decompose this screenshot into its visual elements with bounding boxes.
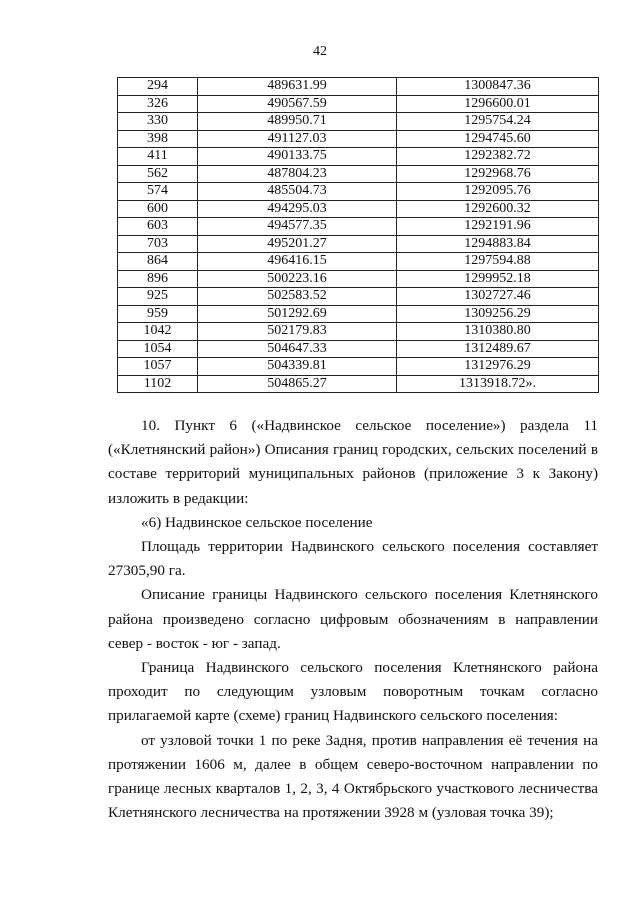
- paragraph-amendment: 10. Пункт 6 («Надвинское сельское поселение») раздела 11 («Клетнянский район») Описания границ городских, сельских поселений в составе территорий муниципальных районов (приложение 3 к Закону) изложить в редакции:: [108, 417, 598, 507]
- y-coordinate-cell: 1300847.36: [397, 78, 599, 96]
- table-row: [118, 323, 599, 341]
- x-coordinate-cell: 502583.52: [198, 288, 397, 306]
- point-number-cell: 398: [118, 130, 198, 148]
- x-coordinate-cell: 487804.23: [198, 165, 397, 183]
- x-coordinate-cell: 490567.59: [198, 95, 397, 113]
- point-number-cell: 330: [118, 113, 198, 131]
- table-row: [118, 375, 599, 393]
- table-row: [118, 148, 599, 166]
- table-row: [118, 78, 599, 96]
- x-coordinate-cell: 491127.03: [198, 130, 397, 148]
- coordinates-table-body: [118, 78, 599, 393]
- y-coordinate-cell: 1310380.80: [397, 323, 599, 341]
- table-row: [118, 130, 599, 148]
- table-row: [118, 183, 599, 201]
- x-coordinate-cell: 489950.71: [198, 113, 397, 131]
- y-coordinate-cell: 1292095.76: [397, 183, 599, 201]
- point-number-cell: 562: [118, 165, 198, 183]
- table-row: [118, 305, 599, 323]
- point-number-cell: 294: [118, 78, 198, 96]
- page-number: 42: [313, 44, 327, 59]
- point-number-cell: 574: [118, 183, 198, 201]
- x-coordinate-cell: 504339.81: [198, 358, 397, 376]
- y-coordinate-cell: 1313918.72».: [397, 375, 599, 393]
- y-coordinate-cell: 1312976.29: [397, 358, 599, 376]
- x-coordinate-cell: 485504.73: [198, 183, 397, 201]
- x-coordinate-cell: 495201.27: [198, 235, 397, 253]
- y-coordinate-cell: 1294883.84: [397, 235, 599, 253]
- x-coordinate-cell: 504647.33: [198, 340, 397, 358]
- table-row: [118, 253, 599, 271]
- table-row: [118, 288, 599, 306]
- y-coordinate-cell: 1309256.29: [397, 305, 599, 323]
- x-coordinate-cell: 494577.35: [198, 218, 397, 236]
- point-number-cell: 603: [118, 218, 198, 236]
- point-number-cell: 896: [118, 270, 198, 288]
- y-coordinate-cell: 1302727.46: [397, 288, 599, 306]
- y-coordinate-cell: 1292968.76: [397, 165, 599, 183]
- table-row: [118, 95, 599, 113]
- paragraph-description: Описание границы Надвинского сельского поселения Клетнянского района произведено согласно цифровым обозначениям в направлении север - восток - юг - запад.: [108, 586, 598, 652]
- point-number-cell: 1054: [118, 340, 198, 358]
- y-coordinate-cell: 1312489.67: [397, 340, 599, 358]
- document-body: [108, 414, 598, 825]
- y-coordinate-cell: 1292191.96: [397, 218, 599, 236]
- y-coordinate-cell: 1292600.32: [397, 200, 599, 218]
- point-number-cell: 411: [118, 148, 198, 166]
- x-coordinate-cell: 504865.27: [198, 375, 397, 393]
- y-coordinate-cell: 1294745.60: [397, 130, 599, 148]
- table-row: [118, 200, 599, 218]
- point-number-cell: 1057: [118, 358, 198, 376]
- y-coordinate-cell: 1296600.01: [397, 95, 599, 113]
- table-row: [118, 270, 599, 288]
- point-number-cell: 600: [118, 200, 198, 218]
- x-coordinate-cell: 489631.99: [198, 78, 397, 96]
- x-coordinate-cell: 496416.15: [198, 253, 397, 271]
- x-coordinate-cell: 501292.69: [198, 305, 397, 323]
- point-number-cell: 326: [118, 95, 198, 113]
- table-row: [118, 218, 599, 236]
- table-row: [118, 235, 599, 253]
- table-row: [118, 358, 599, 376]
- point-number-cell: 959: [118, 305, 198, 323]
- paragraph-route: от узловой точки 1 по реке Задня, против направления её течения на протяжении 1606 м, далее в общем северо-восточном направлении по границе лесных кварталов 1, 2, 3, 4 Октябрьского участкового лесничества Клетнянского лесничества на протяжении 3928 м (узловая точка 39);: [108, 731, 598, 822]
- y-coordinate-cell: 1292382.72: [397, 148, 599, 166]
- point-number-cell: 703: [118, 235, 198, 253]
- point-number-cell: 925: [118, 288, 198, 306]
- paragraph-boundary: Граница Надвинского сельского поселения Клетнянского района проходит по следующим узловым поворотным точкам согласно прилагаемой карте (схеме) границ Надвинского сельского поселения:: [108, 659, 598, 725]
- table-row: [118, 113, 599, 131]
- coordinates-table: [117, 77, 599, 393]
- point-number-cell: 1102: [118, 375, 198, 393]
- paragraph-section-heading: «6) Надвинское сельское поселение: [141, 513, 373, 531]
- table-row: [118, 340, 599, 358]
- y-coordinate-cell: 1295754.24: [397, 113, 599, 131]
- paragraph-area: Площадь территории Надвинского сельского поселения составляет 27305,90 га.: [108, 538, 598, 580]
- x-coordinate-cell: 494295.03: [198, 200, 397, 218]
- point-number-cell: 1042: [118, 323, 198, 341]
- point-number-cell: 864: [118, 253, 198, 271]
- x-coordinate-cell: 500223.16: [198, 270, 397, 288]
- y-coordinate-cell: 1299952.18: [397, 270, 599, 288]
- table-row: [118, 165, 599, 183]
- x-coordinate-cell: 502179.83: [198, 323, 397, 341]
- x-coordinate-cell: 490133.75: [198, 148, 397, 166]
- y-coordinate-cell: 1297594.88: [397, 253, 599, 271]
